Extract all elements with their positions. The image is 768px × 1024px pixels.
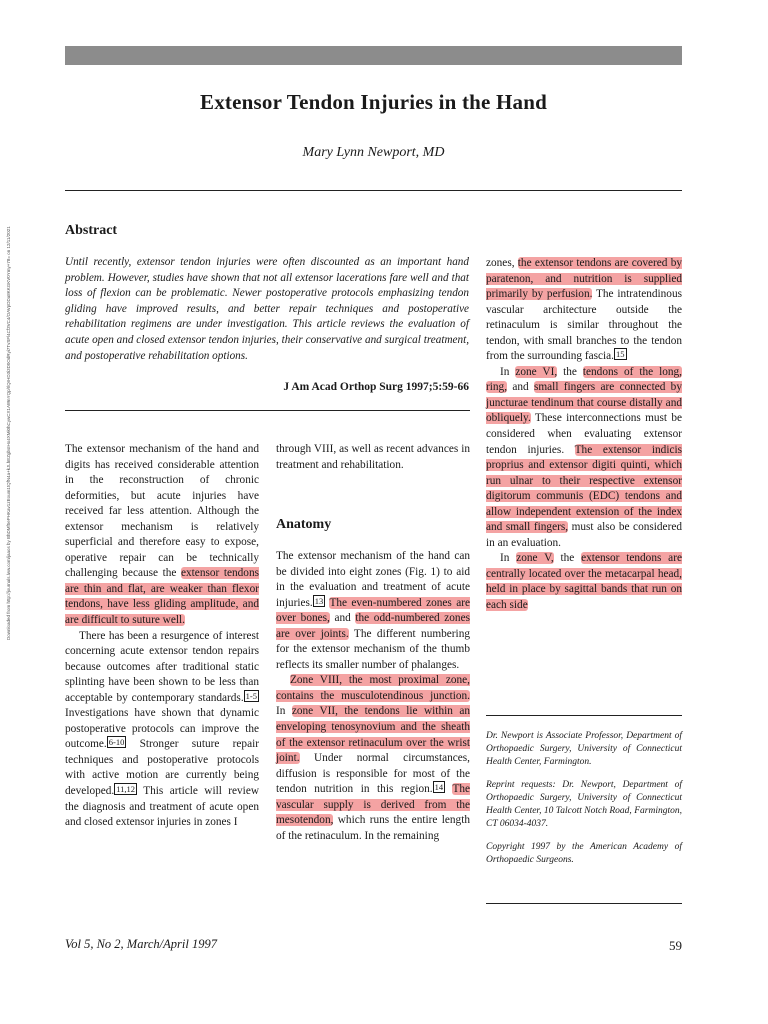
body-text: These interconnections must be considered when evaluating extensor tendon injuries.: [486, 412, 682, 456]
paragraph: [486, 365, 682, 552]
highlighted-text: zone VII, the tendons lie within an enveloping tenosynovium and the sheath of the extensor retinaculum over the wrist joint.: [276, 705, 470, 765]
body-text: The extensor mechanism of the hand and digits has received considerable attention in the reconstruction of chronic deformities, but acute injuries have received far less attention. Although the extensor mechanism is relatively superficial and therefore easy to expose, operative repair can be technically challenging because the: [65, 443, 259, 580]
reprint-note: Reprint requests: Dr. Newport, Department of Orthopaedic Surgery, University of Connecticut Health Center, 10 Talcott Notch Road, Farmington, CT 06034-4037.: [486, 780, 682, 829]
journal-citation: J Am Acad Orthop Surg 1997;5:59-66: [283, 381, 469, 393]
reference-link[interactable]: 15: [616, 349, 625, 360]
highlighted-text: extensor tendons are centrally located over the metacarpal head, held in place by sagittal bands that run on each side: [486, 552, 682, 612]
body-text: zones,: [486, 257, 518, 269]
body-text: through VIII, as well as recent advances in treatment and rehabilitation.: [276, 443, 470, 471]
body-text: must also be considered in an evaluation.: [486, 521, 682, 549]
column-2: [276, 442, 470, 473]
copyright-note: Copyright 1997 by the American Academy of Orthopaedic Surgeons.: [486, 842, 682, 865]
body-text: The different numbering for the extensor mechanism of the thumb reflects its smaller number of phalanges.: [276, 627, 470, 671]
title-divider: [65, 190, 682, 191]
column-3: [486, 256, 682, 614]
article-title: Extensor Tendon Injuries in the Hand: [200, 90, 547, 114]
column-2-anatomy: [276, 549, 470, 844]
highlighted-text: zone V,: [516, 552, 554, 565]
abstract-heading: Abstract: [65, 223, 118, 238]
body-text: the: [557, 365, 583, 378]
highlighted-text: zone VI,: [515, 365, 558, 378]
article-author: Mary Lynn Newport, MD: [302, 145, 445, 160]
body-text: The extensor mechanism of the hand can be divided into eight zones (Fig. 1) to aid in the evaluation and treatment of acute injuries.: [276, 550, 470, 609]
notes-divider-top: [486, 715, 682, 716]
highlighted-text: The even-numbered zones are over bones,: [276, 596, 471, 625]
body-text: There has been a resurgence of interest concerning acute extensor tendon repairs because outcomes after traditional static splinting have been shown to be less than acceptable by contemporary standards.: [65, 629, 259, 704]
paragraph: [276, 673, 470, 844]
page-number: 59: [669, 938, 682, 953]
download-watermark: Downloaded from http://journals.lww.com/jaaos by BhDMf5ePHKav1zEoum1tQfN4a+kJLhEZgbsIHo4XMi0hCywCX1AWnYQp/IlQrHD3i3D0OdRyi7TvSFl4Cf3VC4/OAVpDDa8KKGKV0Ymy+78= on 12/11/2021: [6, 226, 11, 640]
abstract-divider: [65, 410, 470, 411]
body-text: and: [507, 381, 534, 394]
paragraph: [65, 629, 259, 831]
reference-link[interactable]: 1-5: [245, 690, 257, 701]
abstract-body: Until recently, extensor tendon injuries were often discounted as an important hand problem. However, studies have shown that not all extensor lacerations fare well and that loss of flexion can be problematic. Newer postoperative protocols emphasizing tendon gliding have improved results, and better repair techniques and postoperative rehabilitation regimens are under investigation. This article reviews the evaluation of acute open and closed extensor tendon injuries, their conservative and surgical treatment, and postoperative rehabilitation options.: [65, 256, 469, 362]
header-bar: [65, 46, 682, 65]
body-text: The intratendinous vascular architecture outside the retinaculum is similar throughout the tendon, with small branches to the tendon from the surrounding fascia.: [486, 288, 682, 363]
notes-divider-bottom: [486, 903, 682, 904]
paragraph: [65, 442, 259, 629]
paragraph: [486, 551, 682, 613]
paragraph: [276, 442, 470, 473]
highlighted-text: tendons of the long,: [582, 365, 682, 378]
body-text: This article will review the diagnosis and treatment of acute open and closed extensor injuries in zones I: [65, 785, 259, 829]
highlighted-text: The extensor indicis proprius and extensor digiti quinti, which run ulnar to their respective extensor digitorum communis (EDC) tendons and allow independent extension of the index and small fingers,: [486, 443, 683, 534]
reference-link[interactable]: 11,12: [116, 784, 136, 795]
body-text: Investigations have shown that dynamic postoperative protocols can improve the outcome.: [65, 707, 259, 751]
body-text: Under normal circumstances, diffusion is responsible for most of the tendon nutrition in this region.: [276, 752, 470, 796]
highlighted-text: The vascular supply is derived from the mesotendon,: [276, 783, 471, 827]
highlighted-text: the extensor tendons are covered by paratenon, and nutrition is supplied primarily by perfusion.: [486, 257, 682, 301]
paragraph: [276, 549, 470, 673]
highlighted-text: the odd-numbered zones are over joints.: [276, 612, 470, 640]
reference-link[interactable]: 14: [434, 782, 444, 793]
body-text: which runs the entire length of the retinaculum. In the remaining: [276, 814, 470, 842]
reference-link[interactable]: 13: [314, 595, 324, 606]
affiliation-note: Dr. Newport is Associate Professor, Department of Orthopaedic Surgery, University of Connecticut Health Center, Farmington.: [486, 731, 682, 767]
paragraph: [486, 256, 682, 365]
section-heading-anatomy: Anatomy: [276, 517, 332, 532]
body-text: and: [329, 612, 356, 625]
body-text: In: [500, 552, 517, 565]
column-1: [65, 442, 259, 831]
highlighted-text: Zone VIII, the most proximal zone, contains the musculotendinous junction.: [276, 674, 470, 702]
highlighted-text: extensor tendons are thin and flat, are weaker than flexor tendons, have less gliding amplitude, and are difficult to suture well.: [65, 567, 259, 627]
highlighted-text: ring,: [486, 381, 508, 394]
body-text: the: [553, 552, 582, 565]
issue-info: Vol 5, No 2, March/April 1997: [65, 937, 217, 951]
highlighted-text: small fingers are connected by juncturae tendinum that course distally and obliquely.: [486, 381, 682, 425]
body-text: In: [276, 705, 292, 718]
reference-link[interactable]: 6-10: [108, 737, 125, 748]
body-text: In: [500, 365, 516, 378]
author-notes: [486, 730, 682, 877]
body-text: Stronger suture repair techniques and postoperative protocols with active motion are currently being developed.: [65, 738, 259, 798]
